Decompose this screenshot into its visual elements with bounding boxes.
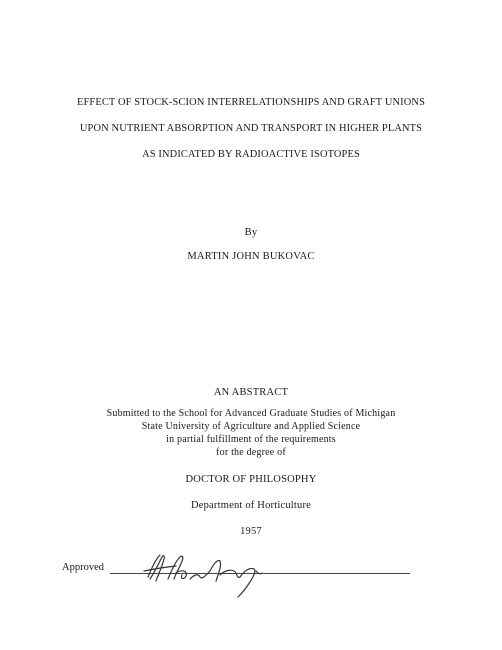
approval-block xyxy=(62,559,422,599)
title-line-1: EFFECT OF STOCK-SCION INTERRELATIONSHIPS AND GRAFT UNIONS xyxy=(76,97,426,108)
year: 1957 xyxy=(240,526,262,537)
department-name: Department of Horticulture xyxy=(190,500,312,511)
title-line-2: UPON NUTRIENT ABSORPTION AND TRANSPORT IN HIGHER PLANTS xyxy=(79,123,423,134)
author-name: MARTIN JOHN BUKOVAC xyxy=(187,251,315,262)
title-line-3: AS INDICATED BY RADIOACTIVE ISOTOPES xyxy=(142,149,360,160)
submission-line-4: for the degree of xyxy=(216,447,286,458)
submission-line-2: State University of Agriculture and Applied Science xyxy=(141,421,361,432)
approved-label: Approved xyxy=(62,562,104,573)
by-label: By xyxy=(244,227,258,238)
submission-line-3: in partial fulfillment of the requirements xyxy=(166,434,336,445)
handwritten-signature-icon xyxy=(140,549,270,599)
degree-title: DOCTOR OF PHILOSOPHY xyxy=(185,474,317,485)
submission-line-1: Submitted to the School for Advanced Graduate Studies of Michigan xyxy=(106,408,396,419)
abstract-heading: AN ABSTRACT xyxy=(213,387,289,398)
